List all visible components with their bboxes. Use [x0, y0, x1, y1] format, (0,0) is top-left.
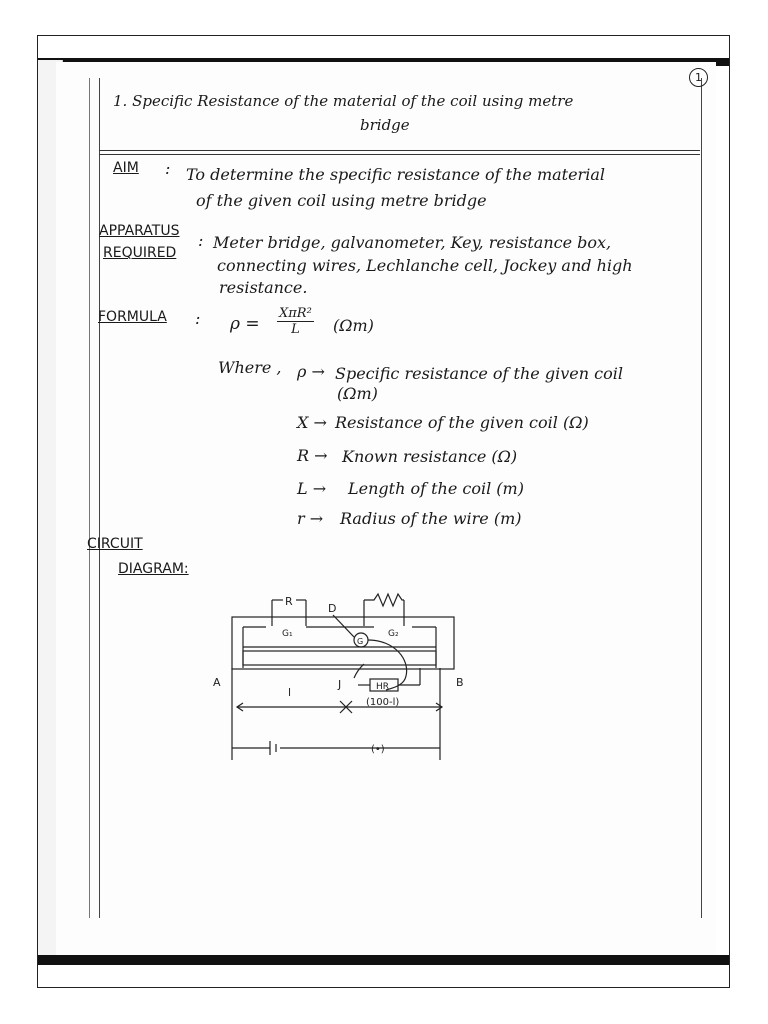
label-HR: HR: [376, 682, 390, 692]
circuit-label: CIRCUIT: [87, 536, 143, 552]
where-desc-l: Length of the coil (m): [348, 479, 524, 498]
where-desc-rho: Specific resistance of the given coil: [335, 364, 623, 383]
aim-line-2: of the given coil using metre bridge: [196, 191, 487, 210]
formula-separator: :: [195, 309, 201, 328]
label-key: (•): [371, 744, 385, 755]
title-divider: [99, 150, 700, 151]
where-desc-x: Resistance of the given coil (Ω): [335, 413, 589, 432]
title-divider-2: [99, 154, 700, 155]
page-number: 1: [689, 68, 708, 87]
scan-border-bottom: [38, 955, 729, 965]
title-line-1: 1. Specific Resistance of the material of the coil using metre: [113, 92, 574, 110]
where-intro: Where ,: [218, 358, 282, 377]
required-label: REQUIRED: [103, 245, 177, 261]
margin-line-outer: [89, 78, 90, 918]
diagram-label: DIAGRAM:: [118, 561, 189, 577]
label-D: D: [328, 602, 337, 615]
label-gap-2: G₂: [388, 629, 399, 639]
label-G: G: [357, 637, 364, 646]
apparatus-line-3: resistance.: [219, 278, 308, 297]
apparatus-line-2: connecting wires, Lechlanche cell, Jockey and high: [217, 256, 633, 275]
where-sym-x: X →: [297, 413, 327, 432]
apparatus-label: APPARATUS: [99, 223, 180, 239]
label-gap-1: G₁: [282, 629, 293, 639]
formula-label: FORMULA: [98, 309, 167, 325]
title-line-2: bridge: [360, 116, 410, 134]
where-desc-r: Known resistance (Ω): [342, 447, 518, 466]
label-B: B: [456, 676, 464, 689]
where-sym-r: R →: [297, 446, 328, 465]
where-sym-radius: r →: [297, 509, 324, 528]
formula-fraction: [277, 306, 314, 337]
label-A: A: [213, 676, 221, 689]
formula-lhs: ρ =: [230, 314, 260, 334]
label-l: l: [288, 686, 292, 699]
apparatus-line-1: Meter bridge, galvanometer, Key, resistance box,: [213, 233, 612, 252]
apparatus-separator: :: [198, 231, 204, 250]
aim-label: AIM: [113, 160, 139, 176]
label-jockey: J: [338, 678, 342, 691]
where-desc-rho-unit: (Ωm): [337, 384, 378, 403]
formula-denominator: L: [291, 322, 300, 337]
aim-line-1: To determine the specific resistance of the material: [186, 165, 605, 184]
where-desc-radius: Radius of the wire (m): [340, 509, 522, 528]
where-sym-l: L →: [297, 479, 327, 498]
where-sym-rho: ρ →: [297, 362, 325, 381]
formula-numerator: XπR²: [279, 306, 312, 321]
label-R: R: [285, 595, 293, 608]
formula-unit: (Ωm): [333, 316, 374, 335]
aim-separator: :: [165, 159, 171, 178]
label-100-minus-l: (100-l): [366, 697, 400, 708]
